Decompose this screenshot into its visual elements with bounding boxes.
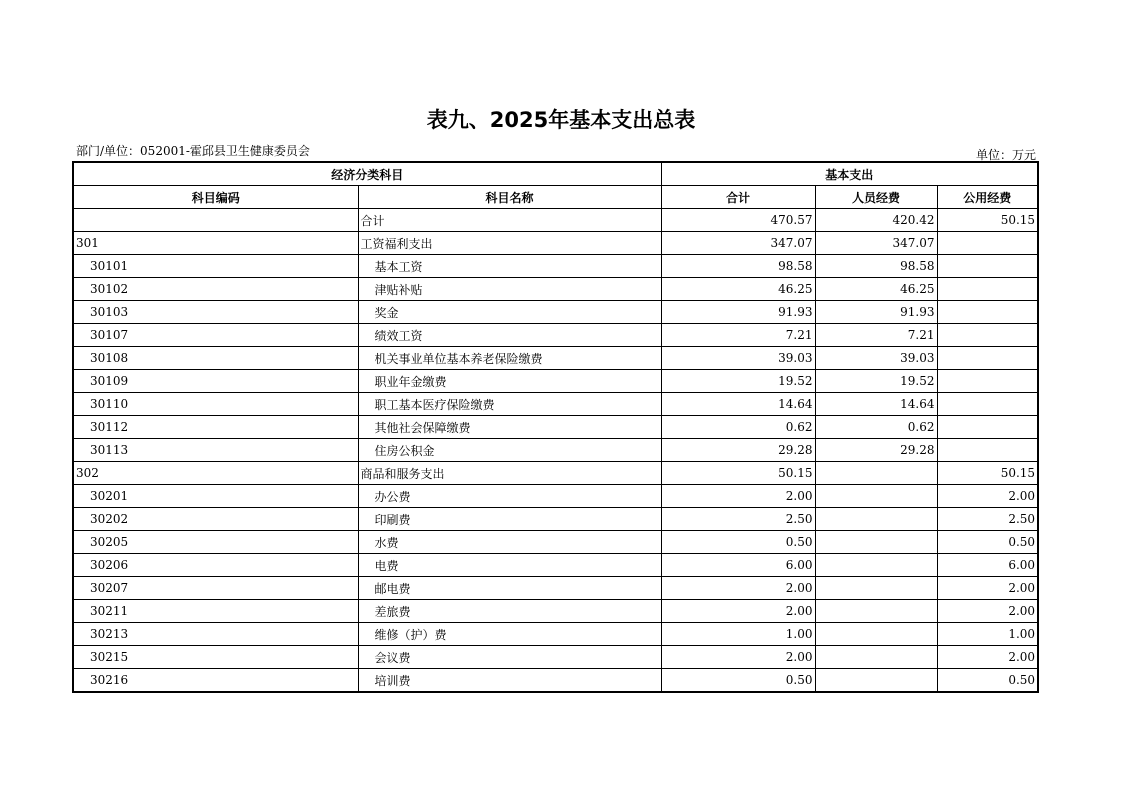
cell-personnel: 19.52 [815, 370, 937, 393]
cell-total: 2.00 [661, 485, 815, 508]
cell-code: 30205 [73, 531, 358, 554]
header-basic-group: 基本支出 [661, 162, 1038, 186]
header-econ-group: 经济分类科目 [73, 162, 661, 186]
cell-code: 30201 [73, 485, 358, 508]
cell-public [937, 324, 1038, 347]
cell-code: 30101 [73, 255, 358, 278]
header-total: 合计 [661, 186, 815, 209]
cell-name: 邮电费 [358, 577, 661, 600]
table-row [73, 324, 1038, 347]
cell-public: 2.00 [937, 577, 1038, 600]
cell-code: 30107 [73, 324, 358, 347]
cell-name: 住房公积金 [358, 439, 661, 462]
cell-code: 30207 [73, 577, 358, 600]
cell-personnel: 91.93 [815, 301, 937, 324]
table-row [73, 439, 1038, 462]
table-row [73, 554, 1038, 577]
cell-personnel: 14.64 [815, 393, 937, 416]
report-title: 表九、2025年基本支出总表 [426, 108, 696, 132]
cell-personnel: 347.07 [815, 232, 937, 255]
cell-personnel [815, 600, 937, 623]
cell-personnel [815, 462, 937, 485]
cell-name: 商品和服务支出 [358, 462, 661, 485]
cell-code: 30211 [73, 600, 358, 623]
cell-name: 差旅费 [358, 600, 661, 623]
cell-total: 29.28 [661, 439, 815, 462]
cell-personnel: 29.28 [815, 439, 937, 462]
cell-public [937, 278, 1038, 301]
cell-total: 91.93 [661, 301, 815, 324]
cell-personnel: 39.03 [815, 347, 937, 370]
cell-personnel: 46.25 [815, 278, 937, 301]
cell-total: 470.57 [661, 209, 815, 232]
cell-personnel [815, 646, 937, 669]
cell-public: 1.00 [937, 623, 1038, 646]
cell-public: 50.15 [937, 209, 1038, 232]
table-row [73, 209, 1038, 232]
table-row [73, 462, 1038, 485]
cell-code: 30213 [73, 623, 358, 646]
cell-name: 津贴补贴 [358, 278, 661, 301]
cell-total: 6.00 [661, 554, 815, 577]
cell-personnel [815, 554, 937, 577]
cell-name: 会议费 [358, 646, 661, 669]
cell-code: 30103 [73, 301, 358, 324]
cell-total: 2.00 [661, 577, 815, 600]
cell-code: 30102 [73, 278, 358, 301]
header-personnel: 人员经费 [815, 186, 937, 209]
table-row [73, 508, 1038, 531]
table-row [73, 646, 1038, 669]
cell-public: 2.50 [937, 508, 1038, 531]
table-row [73, 669, 1038, 693]
cell-personnel [815, 485, 937, 508]
table-row [73, 416, 1038, 439]
cell-public [937, 301, 1038, 324]
cell-name: 电费 [358, 554, 661, 577]
cell-name: 水费 [358, 531, 661, 554]
cell-public [937, 255, 1038, 278]
cell-code: 30202 [73, 508, 358, 531]
cell-code: 30215 [73, 646, 358, 669]
table-row [73, 232, 1038, 255]
cell-total: 39.03 [661, 347, 815, 370]
cell-total: 2.00 [661, 646, 815, 669]
cell-personnel: 0.62 [815, 416, 937, 439]
cell-name: 绩效工资 [358, 324, 661, 347]
cell-name: 职业年金缴费 [358, 370, 661, 393]
cell-public: 50.15 [937, 462, 1038, 485]
cell-public [937, 393, 1038, 416]
cell-name: 办公费 [358, 485, 661, 508]
cell-code: 302 [73, 462, 358, 485]
cell-name: 其他社会保障缴费 [358, 416, 661, 439]
cell-public [937, 416, 1038, 439]
table-row [73, 255, 1038, 278]
expenditure-table [72, 161, 1039, 693]
cell-code: 301 [73, 232, 358, 255]
table-row [73, 577, 1038, 600]
department-label: 部门/单位：052001-霍邱县卫生健康委员会 [76, 144, 310, 158]
cell-code [73, 209, 358, 232]
cell-personnel [815, 623, 937, 646]
cell-total: 1.00 [661, 623, 815, 646]
cell-code: 30206 [73, 554, 358, 577]
cell-public: 6.00 [937, 554, 1038, 577]
cell-public: 2.00 [937, 646, 1038, 669]
header-row-columns [73, 186, 1038, 209]
cell-code: 30108 [73, 347, 358, 370]
cell-name: 机关事业单位基本养老保险缴费 [358, 347, 661, 370]
cell-name: 印刷费 [358, 508, 661, 531]
cell-total: 14.64 [661, 393, 815, 416]
cell-name: 职工基本医疗保险缴费 [358, 393, 661, 416]
cell-personnel [815, 577, 937, 600]
cell-total: 0.62 [661, 416, 815, 439]
table-row [73, 301, 1038, 324]
cell-name: 工资福利支出 [358, 232, 661, 255]
table-row [73, 623, 1038, 646]
cell-code: 30110 [73, 393, 358, 416]
cell-total: 2.50 [661, 508, 815, 531]
cell-name: 合计 [358, 209, 661, 232]
cell-name: 基本工资 [358, 255, 661, 278]
cell-personnel [815, 669, 937, 693]
cell-public [937, 370, 1038, 393]
cell-public [937, 232, 1038, 255]
cell-total: 0.50 [661, 531, 815, 554]
cell-code: 30113 [73, 439, 358, 462]
cell-personnel [815, 531, 937, 554]
header-code: 科目编码 [73, 186, 358, 209]
cell-code: 30216 [73, 669, 358, 693]
cell-total: 347.07 [661, 232, 815, 255]
table-row [73, 531, 1038, 554]
cell-name: 培训费 [358, 669, 661, 693]
cell-total: 2.00 [661, 600, 815, 623]
cell-name: 奖金 [358, 301, 661, 324]
cell-total: 50.15 [661, 462, 815, 485]
cell-personnel [815, 508, 937, 531]
table-row [73, 600, 1038, 623]
table-row [73, 370, 1038, 393]
unit-label: 单位：万元 [975, 148, 1036, 162]
cell-personnel: 420.42 [815, 209, 937, 232]
cell-public: 2.00 [937, 485, 1038, 508]
cell-total: 19.52 [661, 370, 815, 393]
cell-code: 30109 [73, 370, 358, 393]
header-row-group [73, 162, 1038, 186]
cell-personnel: 7.21 [815, 324, 937, 347]
table-row [73, 485, 1038, 508]
cell-public [937, 347, 1038, 370]
cell-total: 0.50 [661, 669, 815, 693]
cell-code: 30112 [73, 416, 358, 439]
cell-public: 0.50 [937, 669, 1038, 693]
cell-total: 7.21 [661, 324, 815, 347]
header-public: 公用经费 [937, 186, 1038, 209]
cell-personnel: 98.58 [815, 255, 937, 278]
cell-total: 46.25 [661, 278, 815, 301]
header-name: 科目名称 [358, 186, 661, 209]
cell-public: 2.00 [937, 600, 1038, 623]
cell-public: 0.50 [937, 531, 1038, 554]
table-row [73, 393, 1038, 416]
cell-name: 维修（护）费 [358, 623, 661, 646]
table-row [73, 278, 1038, 301]
table-row [73, 347, 1038, 370]
cell-public [937, 439, 1038, 462]
cell-total: 98.58 [661, 255, 815, 278]
